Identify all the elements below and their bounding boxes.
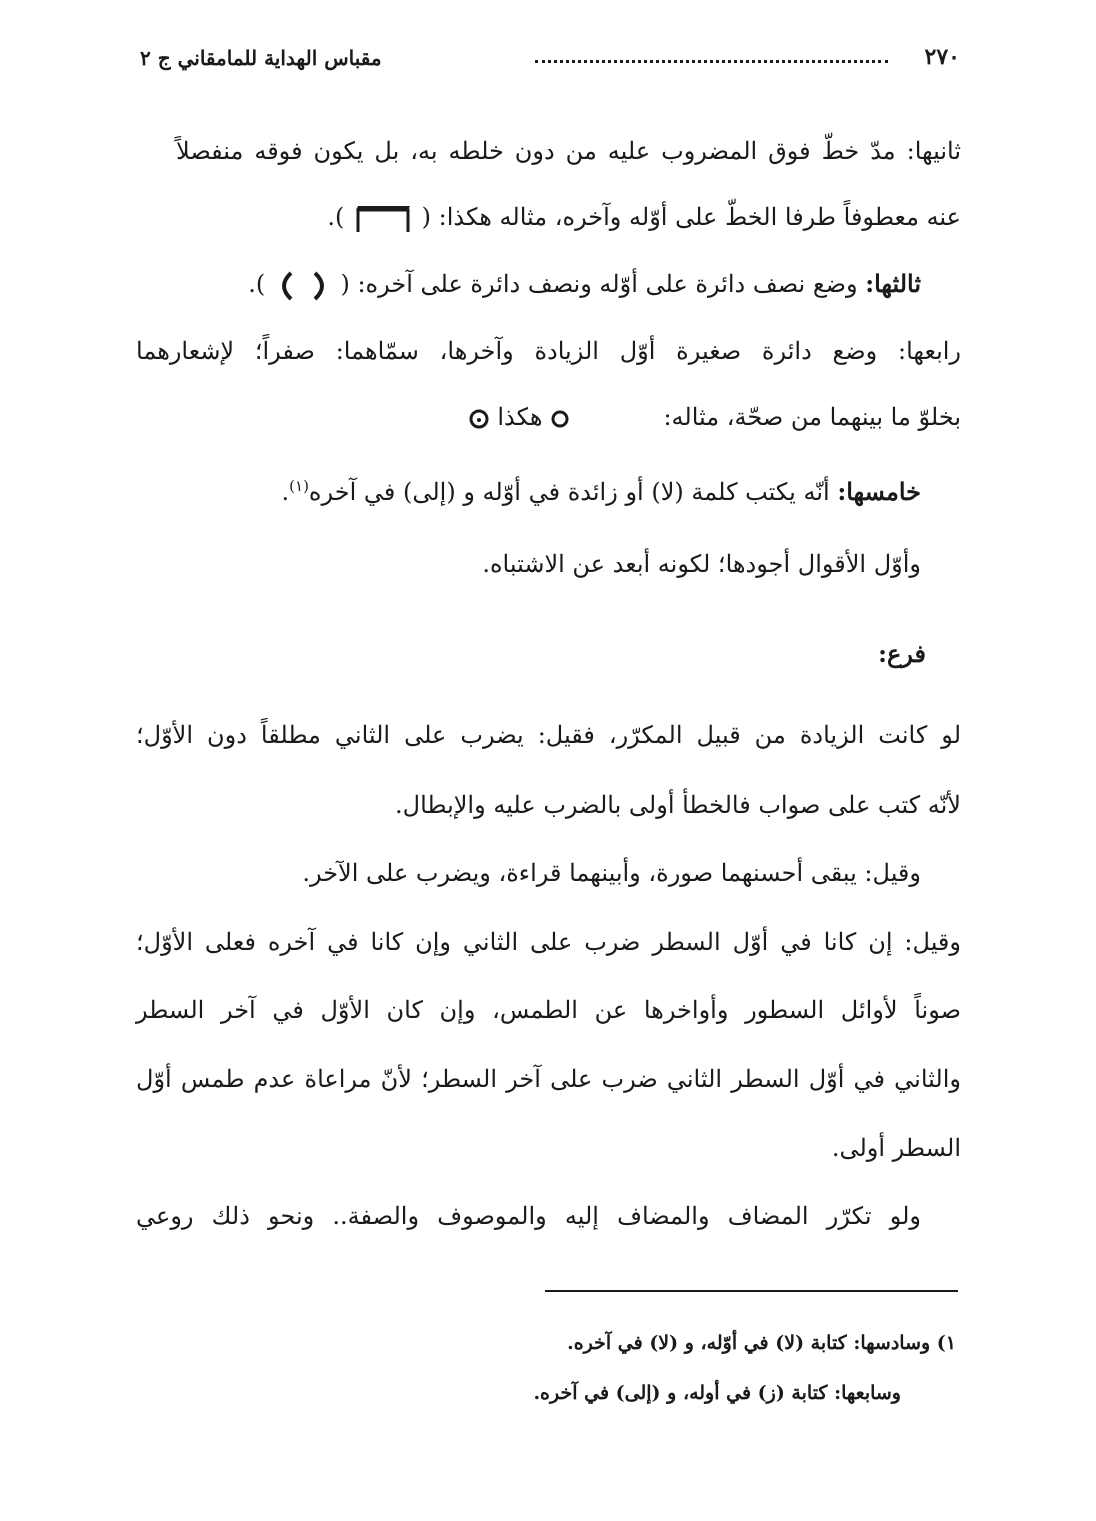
footnote-marker: (١) [289, 477, 309, 495]
text-line [248, 264, 921, 304]
text-segment: هكذا [497, 403, 543, 431]
text-segment: بخلوّ ما بينهما من صحّة، مثاله: [663, 403, 961, 431]
dotted-circle-icon [468, 408, 490, 430]
text-line: ثانيها: مدّ خطّ فوق المضروب عليه من دون خلطه به، بل يكون فوقه منفصلاً [176, 137, 961, 165]
text-line: وأوّل الأقوال أجودها؛ لكونه أبعد عن الاشتباه. [482, 550, 921, 578]
book-title: مقباس الهداية للمامقاني ج ٢ [140, 46, 382, 70]
item-label: ثالثها: [865, 269, 921, 298]
overline-bracket-example [352, 202, 414, 236]
text-segment: عنه معطوفاً طرفا الخطّ على أوّله وآخره، مثاله هكذا: ( [421, 203, 961, 231]
text-line [468, 397, 961, 437]
item-label: خامسها: [837, 477, 921, 506]
text-line: والثاني في أوّل السطر الثاني ضرب على آخر السطر؛ لأنّ مراعاة عدم طمس أوّل [136, 1065, 961, 1093]
text-segment: وضع نصف دائرة على أوّله ونصف دائرة على آخره: ( [340, 270, 866, 298]
footnote-line: وسابعها: كتابة (ز) في أوله، و (إلى) في آخره. [533, 1382, 901, 1404]
text-line: وقيل: يبقى أحسنهما صورة، وأبينهما قراءة، ويضرب على الآخر. [302, 859, 921, 887]
section-heading: فرع: [878, 639, 926, 668]
text-line: لو كانت الزيادة من قبيل المكرّر، فقيل: يضرب على الثاني مطلقاً دون الأوّل؛ [136, 721, 961, 749]
text-line: وقيل: إن كانا في أوّل السطر ضرب على الثاني وإن كانا في آخره فعلى الأوّل؛ [136, 928, 961, 956]
text-segment: ). [248, 270, 266, 298]
text-line: صوناً لأوائل السطور وأواخرها عن الطمس، وإن كان الأوّل في آخر السطر [136, 996, 961, 1024]
running-header [140, 44, 960, 78]
text-line [282, 466, 922, 512]
text-line: لأنّه كتب على صواب فالخطأ أولى بالضرب عليه والإبطال. [395, 791, 961, 819]
text-line: السطر أولى. [831, 1134, 961, 1162]
text-line [327, 197, 961, 237]
small-circle-icon [550, 409, 570, 429]
text-line: رابعها: وضع دائرة صغيرة أوّل الزيادة وآخرها، سمّاهما: صفراً؛ لإشعارهما [136, 337, 961, 365]
header-dot-leader [535, 60, 888, 63]
footnote-separator [545, 1290, 958, 1292]
text-segment: ). [327, 203, 345, 231]
half-circles-example [273, 269, 333, 303]
text-segment: أنّه يكتب كلمة (لا) أو زائدة في أوّله و (إلى) في آخره [308, 478, 838, 506]
text-segment: . [281, 478, 290, 506]
footnote-line: ١) وسادسها: كتابة (لا) في أوّله، و (لا) في آخره. [567, 1332, 956, 1354]
text-line: ولو تكرّر المضاف والمضاف إليه والموصوف والصفة.. ونحو ذلك روعي [136, 1202, 921, 1230]
page-number: ٢٧٠ [924, 44, 960, 70]
